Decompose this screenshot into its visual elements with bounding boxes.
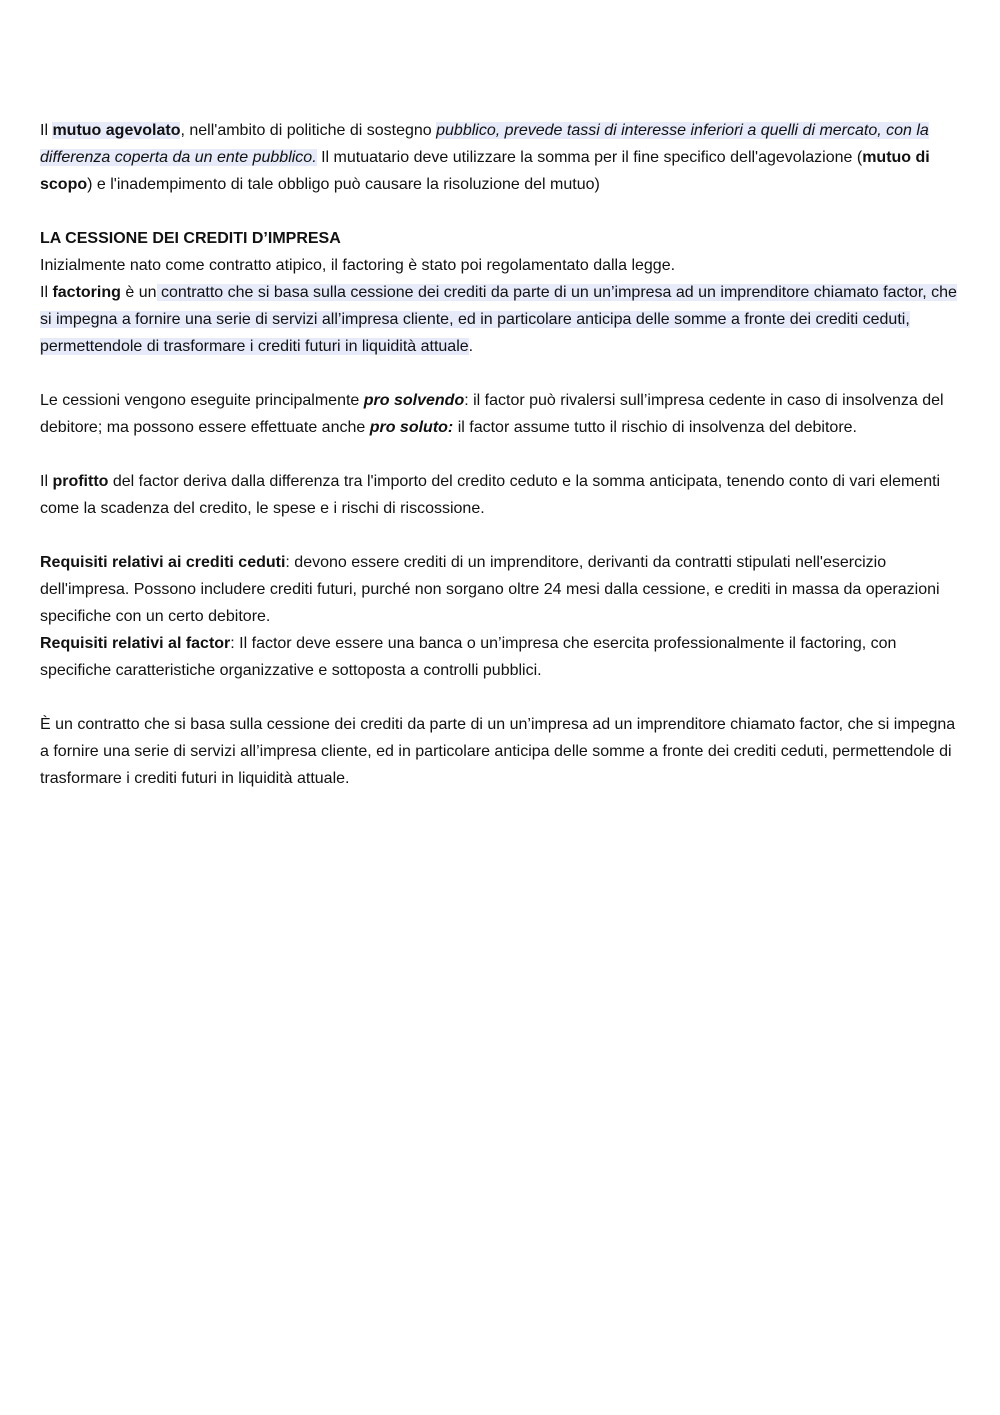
text-run: : Il factor deve essere una banca o un’impresa che esercita professionalmente il factoring, con specifiche caratteristiche organizzative e sottoposta a controlli pubblici. — [40, 635, 897, 679]
text-run: ) e l'inadempimento di tale obbligo può causare la risoluzione del mutuo) — [87, 176, 600, 193]
italic-highlight-text: pubblico, prevede tassi di interesse inferiori a quelli di mercato, con la differenza coperta da un ente pubblico. — [40, 122, 929, 166]
heading-text: LA CESSIONE DEI CREDITI D’IMPRESA — [40, 230, 341, 247]
bold-term-requisiti-crediti: Requisiti relativi ai crediti ceduti — [40, 554, 286, 571]
bold-term-mutuo-di-scopo: mutuo di scopo — [40, 149, 930, 193]
text-run: è un — [120, 284, 157, 301]
paragraph-factoring-intro: Inizialmente nato come contratto atipico, il factoring è stato poi regolamentato dalla legge. — [40, 257, 676, 274]
text-run: del factor deriva dalla differenza tra l'importo del credito ceduto e la somma anticipata, tenendo conto di vari elementi come la scadenza del credito, le spese e i rischi di riscossione. — [40, 473, 941, 517]
highlighted-definition: contratto che si basa sulla cessione dei crediti da parte di un un’impresa ad un imprenditore chiamato factor, che si impegna a fornire una serie di servizi all’impresa cliente, ed in particolare anticipa delle somme a fronte dei crediti ceduti, permettendole di trasformare i crediti futuri in liquidità attuale — [40, 284, 957, 355]
text-run: Il — [40, 473, 53, 490]
text-run: , nell'ambito di politiche di sostegno — [180, 122, 437, 139]
text-run: Il mutuatario deve utilizzare la somma per il fine specifico dell'agevolazione ( — [316, 149, 863, 166]
paragraph-factoring-definition — [40, 279, 960, 360]
text-run: il factor assume tutto il rischio di insolvenza del debitore. — [453, 419, 857, 436]
bold-term-profitto: profitto — [52, 473, 109, 490]
paragraph-requisiti-crediti — [40, 549, 960, 630]
spacer — [40, 360, 960, 387]
bold-term-factoring: factoring — [52, 284, 121, 301]
bold-term-mutuo-agevolato: mutuo agevolato — [52, 122, 181, 139]
paragraph-requisiti-factor — [40, 630, 960, 684]
bold-italic-term-pro-solvendo: pro solvendo — [363, 392, 465, 409]
spacer — [40, 684, 960, 711]
paragraph-profitto — [40, 468, 960, 522]
bold-italic-term-pro-soluto: pro soluto: — [369, 419, 454, 436]
text-run: : devono essere crediti di un imprenditore, derivanti da contratti stipulati nell'esercizio dell'impresa. Possono includere crediti futuri, purché non sorgano oltre 24 mesi dalla cessione, e crediti in massa da operazioni specifiche con un certo debitore. — [40, 554, 940, 625]
paragraph-contratto-summary: È un contratto che si basa sulla cessione dei crediti da parte di un un’impresa ad un imprenditore chiamato factor, che si impegna a fornire una serie di servizi all’impresa cliente, ed in particolare anticipa delle somme a fronte dei crediti ceduti, permettendole di trasformare i crediti futuri in liquidità attuale. — [40, 716, 956, 787]
spacer — [40, 198, 960, 225]
paragraph-cessioni — [40, 387, 960, 441]
spacer — [40, 522, 960, 549]
section-heading — [40, 225, 960, 252]
spacer — [40, 441, 960, 468]
paragraph-mutuo-agevolato — [40, 117, 960, 198]
bold-term-requisiti-factor: Requisiti relativi al factor — [40, 635, 231, 652]
text-run: : il factor può rivalersi sull’impresa cedente in caso di insolvenza del debitore; ma possono essere effettuate anche — [40, 392, 944, 436]
text-run: Le cessioni vengono eseguite principalmente — [40, 392, 364, 409]
text-run: Il — [40, 122, 53, 139]
text-run: Il — [40, 284, 53, 301]
text-run: . — [468, 338, 474, 355]
